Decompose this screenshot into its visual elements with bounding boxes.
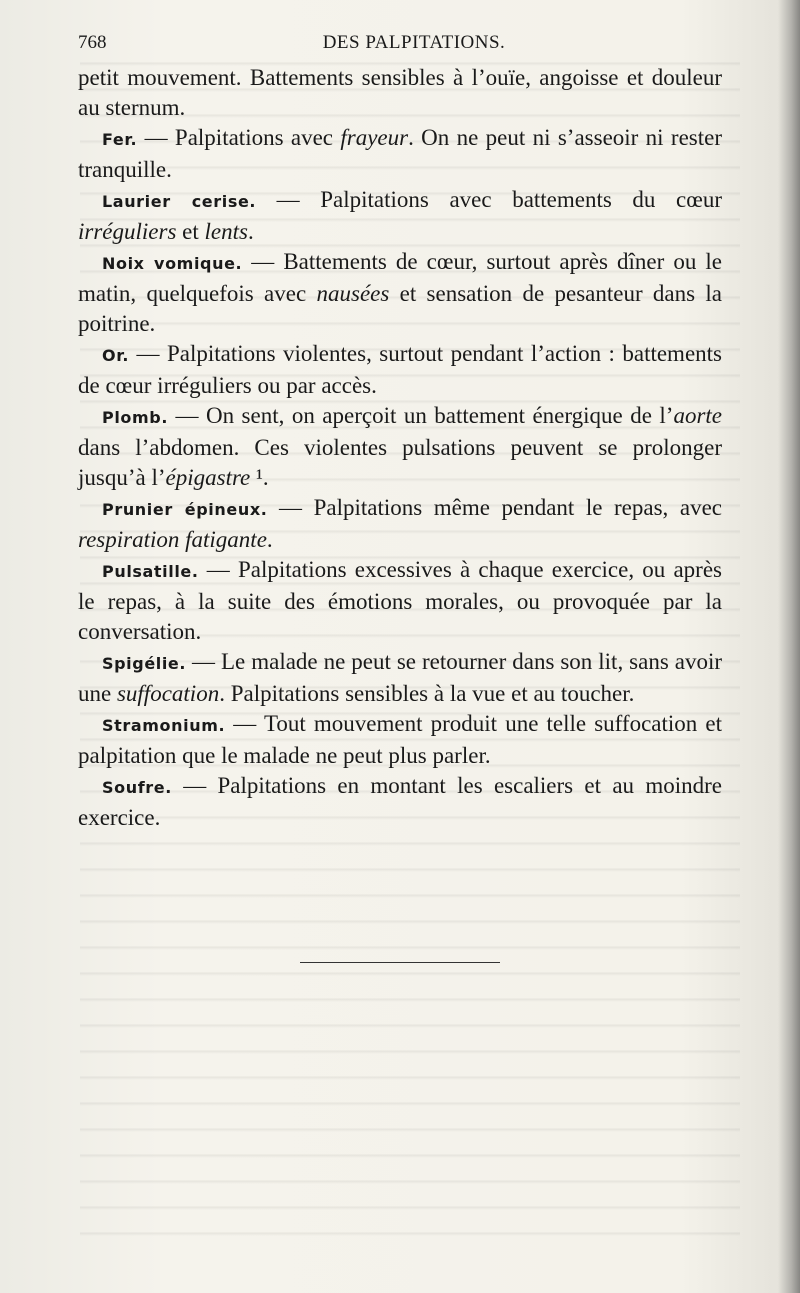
paragraph-text: — Palpitations avec <box>137 125 341 150</box>
remedy-name: Pulsatille. <box>102 562 199 581</box>
remedy-name: Or. <box>102 346 130 365</box>
paragraph-text: . Palpitations sensibles à la vue et au toucher. <box>219 681 635 706</box>
remedy-prunier-epineux <box>78 493 722 555</box>
remedy-pulsatille <box>78 555 722 647</box>
paragraph-text: et <box>176 219 205 244</box>
remedy-name: Soufre. <box>102 778 172 797</box>
remedy-stramonium <box>78 709 722 771</box>
paragraph-text: et sensation de pesanteur dans la poitrine. <box>78 281 722 336</box>
page-header <box>78 30 720 58</box>
page-number: 768 <box>78 32 107 53</box>
footnote-marker: ¹. <box>250 465 269 490</box>
remedy-name: Plomb. <box>102 408 169 427</box>
paragraph-text: — Le malade ne peut se retourner dans son lit, sans avoir une <box>78 649 722 706</box>
emphasis-text: suffocation <box>116 681 220 706</box>
paragraph-text: — Tout mouvement produit une telle suffocation et palpitation que le malade ne peut plus parler. <box>78 711 722 768</box>
paragraph-continuation <box>78 63 722 123</box>
emphasis-text: respiration fatigante <box>78 527 267 552</box>
page-spine-shadow <box>778 0 800 1293</box>
paragraph-text: — Palpitations en montant les escaliers et au moindre exercice. <box>78 773 722 830</box>
emphasis-text: lents <box>204 219 248 244</box>
paragraph-text: . <box>266 527 273 552</box>
emphasis-text: frayeur <box>340 125 409 150</box>
remedy-name: Stramonium. <box>102 716 226 735</box>
paragraph-text: — On sent, on aperçoit un battement énergique de l’ <box>168 403 674 428</box>
remedy-fer <box>78 123 722 185</box>
section-rule <box>300 962 500 963</box>
remedy-name: Spigélie. <box>102 654 187 673</box>
remedy-laurier-cerise <box>78 185 722 247</box>
remedy-name: Fer. <box>102 130 138 149</box>
body-text <box>78 63 722 833</box>
remedy-name: Prunier épineux. <box>102 500 268 519</box>
paragraph-text: . On ne peut ni s’asseoir ni rester tranquille. <box>78 125 722 182</box>
paragraph-text: dans l’abdomen. Ces violentes pulsations peuvent se prolonger jusqu’à l’ <box>78 435 722 490</box>
remedy-noix-vomique <box>78 247 722 339</box>
paragraph-text: petit mouvement. Battements sensibles à l’ouïe, angoisse et douleur au sternum. <box>78 65 722 120</box>
remedy-spigelie <box>78 647 722 709</box>
remedy-soufre <box>78 771 722 833</box>
paragraph-text: — Palpitations avec battements du cœur <box>256 187 722 212</box>
remedy-name: Laurier cerise. <box>102 192 257 211</box>
paragraph-text: — Palpitations même pendant le repas, avec <box>267 495 722 520</box>
emphasis-text: irréguliers <box>78 219 177 244</box>
paragraph-text: — Palpitations excessives à chaque exercice, ou après le repas, à la suite des émotions morales, ou provoquée par la conversation. <box>78 557 722 644</box>
remedy-or <box>78 339 722 401</box>
remedy-name: Noix vomique. <box>102 254 243 273</box>
paragraph-text: — Battements de cœur, surtout après dîner ou le matin, quelquefois avec <box>78 249 722 306</box>
running-title: DES PALPITATIONS. <box>322 32 506 53</box>
remedy-plomb <box>78 401 722 493</box>
emphasis-text: épigastre <box>165 465 251 490</box>
emphasis-text: aorte <box>673 403 722 428</box>
emphasis-text: nausées <box>316 281 390 306</box>
paragraph-text: . <box>247 219 254 244</box>
paragraph-text: — Palpitations violentes, surtout pendant l’action : battements de cœur irréguliers ou par accès. <box>78 341 722 398</box>
